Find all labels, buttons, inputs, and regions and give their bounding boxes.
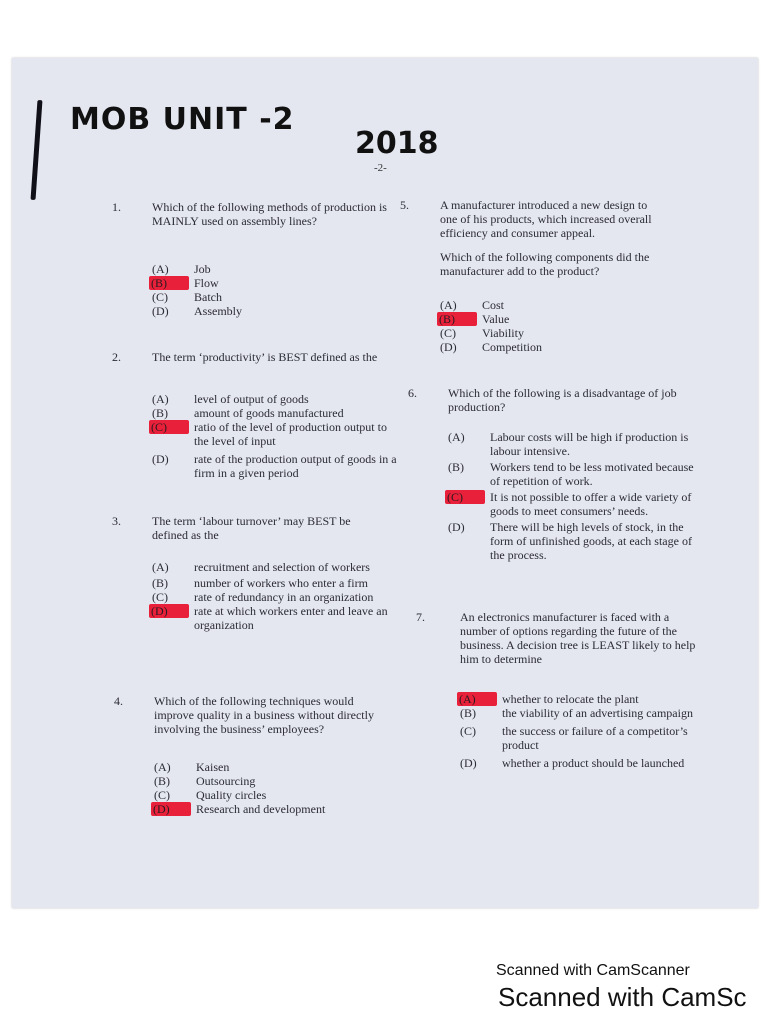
- option-b: (B) Workers tend to be less motivated because of repetition of work.: [448, 460, 694, 488]
- question-number: 4.: [114, 694, 123, 708]
- option-b: (B) the viability of an advertising campaign: [460, 706, 693, 720]
- option-list: [460, 692, 700, 770]
- question-stem: The term ‘productivity’ is BEST defined as the: [152, 350, 378, 364]
- camscanner-watermark-small: Scanned with CamScanner: [496, 962, 690, 979]
- option-a: (A) Labour costs will be high if production is labour intensive.: [448, 430, 689, 458]
- option-a: (A) Job: [152, 262, 211, 276]
- question-stem: An electronics manufacturer is faced with a number of options regarding the future of the business. A decision tree is LEAST likely to help him to determine: [460, 610, 696, 666]
- question-number: 1.: [112, 200, 121, 214]
- question-number: 5.: [400, 198, 409, 212]
- answer-highlight: (C): [149, 420, 189, 434]
- question-number: 3.: [112, 514, 121, 528]
- option-c: (C) the success or failure of a competitor’s product: [460, 724, 688, 752]
- binder-mark: [31, 100, 43, 200]
- answer-highlight: (C): [445, 490, 485, 504]
- camscanner-watermark-large: Scanned with CamSc: [498, 982, 747, 1012]
- option-b: (B) number of workers who enter a firm: [152, 576, 368, 590]
- option-c: (C) It is not possible to offer a wide variety of goods to meet consumers’ needs.: [447, 490, 692, 518]
- option-list: [152, 262, 397, 318]
- page-number: -2-: [374, 162, 387, 174]
- option-list: [448, 430, 698, 562]
- answer-highlight: (D): [151, 802, 191, 816]
- question-stem: Which of the following is a disadvantage of job production?: [448, 386, 677, 414]
- option-list: [440, 298, 685, 354]
- option-d: (D) Assembly: [152, 304, 242, 318]
- option-d: (D) Competition: [440, 340, 542, 354]
- option-d: (D) rate at which workers enter and leave an organization: [151, 604, 388, 632]
- question-stem: A manufacturer introduced a new design to one of his products, which increased overall efficiency and consumer appeal. Which of the following components did the manufacturer add to the product?: [440, 198, 652, 278]
- option-a: (A) recruitment and selection of workers: [152, 560, 370, 574]
- option-a: (A) Cost: [440, 298, 505, 312]
- question-stem: Which of the following methods of production is MAINLY used on assembly lines?: [152, 200, 387, 228]
- answer-highlight: (A): [457, 692, 497, 706]
- option-c: (C) rate of redundancy in an organization: [152, 590, 374, 604]
- option-c: (C) Quality circles: [154, 788, 267, 802]
- answer-highlight: (B): [437, 312, 477, 326]
- handwritten-title: MOB UNIT -2: [70, 102, 295, 137]
- option-list: [154, 760, 399, 816]
- option-a: (A) whether to relocate the plant: [459, 692, 639, 706]
- question-stem: The term ‘labour turnover’ may BEST be defined as the: [152, 514, 351, 542]
- question-number: 2.: [112, 350, 121, 364]
- scanned-page: [12, 58, 758, 908]
- question-number: 6.: [408, 386, 417, 400]
- option-d: (D) rate of the production output of goods in a firm in a given period: [152, 452, 397, 480]
- option-list: [152, 560, 397, 632]
- option-d: (D) whether a product should be launched: [460, 756, 685, 770]
- option-c: (C) Batch: [152, 290, 222, 304]
- handwritten-year: 2018: [355, 126, 439, 161]
- option-a: (A) Kaisen: [154, 760, 230, 774]
- question-number: 7.: [416, 610, 425, 624]
- option-c: (C) ratio of the level of production output to the level of input: [151, 420, 387, 448]
- answer-highlight: (B): [149, 276, 189, 290]
- option-b: (B) amount of goods manufactured: [152, 406, 344, 420]
- question-stem: Which of the following techniques would improve quality in a business without directly involving the business’ employees?: [154, 694, 374, 736]
- option-d: (D) There will be high levels of stock, in the form of unfinished goods, at each stage of the process.: [448, 520, 692, 562]
- option-c: (C) Viability: [440, 326, 524, 340]
- option-b: (B) Flow: [151, 276, 219, 290]
- option-a: (A) level of output of goods: [152, 392, 309, 406]
- option-b: (B) Value: [439, 312, 510, 326]
- option-list: [152, 392, 397, 480]
- option-d: (D) Research and development: [153, 802, 326, 816]
- option-b: (B) Outsourcing: [154, 774, 256, 788]
- answer-highlight: (D): [149, 604, 189, 618]
